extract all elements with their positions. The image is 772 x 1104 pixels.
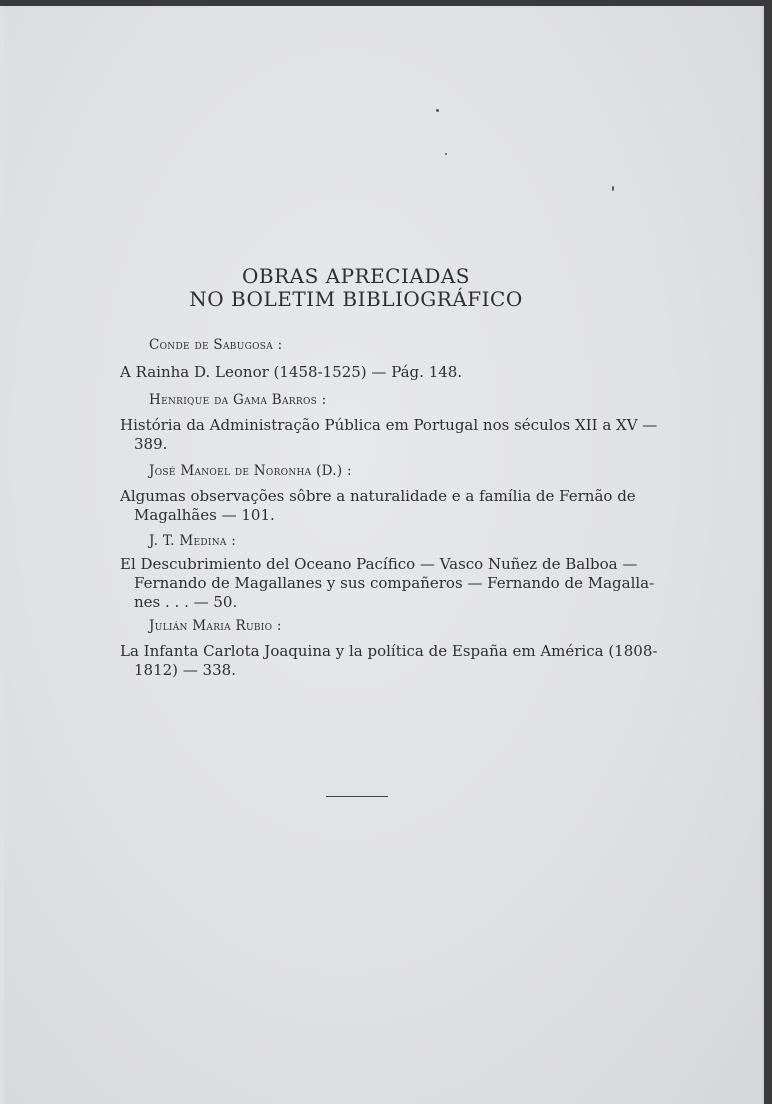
entry-author: Conde de Sabugosa : bbox=[149, 337, 283, 353]
entry-work bbox=[120, 487, 636, 525]
scan-border-top bbox=[0, 0, 772, 6]
closing-rule bbox=[326, 796, 388, 797]
scan-border-right bbox=[764, 0, 772, 1104]
entry-work bbox=[120, 642, 658, 680]
paper-speck bbox=[445, 153, 447, 155]
paper-sheet bbox=[4, 6, 765, 1104]
entry-work-line: A Rainha D. Leonor (1458-1525) — Pág. 148. bbox=[120, 363, 463, 381]
paper-speck bbox=[436, 109, 439, 112]
entry-work-line: Magalhães — 101. bbox=[134, 506, 275, 524]
entry-work-line: Fernando de Magallanes y sus compañeros — Fernando de Magalla- bbox=[134, 574, 655, 592]
entry-work-line: 1812) — 338. bbox=[134, 661, 236, 679]
entry-work-line: La Infanta Carlota Joaquina y la política de España em América (1808- bbox=[120, 642, 658, 660]
entry-work-line: El Descubrimiento del Oceano Pacífico — Vasco Nuñez de Balboa — bbox=[120, 555, 638, 573]
entry-work bbox=[120, 416, 658, 454]
entry-work-line: Algumas observações sôbre a naturalidade e a família de Fernão de bbox=[120, 487, 636, 505]
entry-author: Henrique da Gama Barros : bbox=[149, 392, 327, 408]
page-title-line-2: NO BOLETIM BIBLIOGRÁFICO bbox=[189, 287, 523, 311]
entry-work bbox=[120, 363, 592, 382]
entry-author: J. T. Medina : bbox=[149, 533, 237, 549]
entry-work-line: nes . . . — 50. bbox=[134, 593, 238, 611]
entry-author: José Manoel de Noronha (D.) : bbox=[149, 463, 352, 479]
entry-author: Julián Maria Rubio : bbox=[149, 618, 282, 634]
paper-speck bbox=[612, 186, 614, 191]
entry-work bbox=[120, 555, 655, 612]
page-title-line-1: OBRAS APRECIADAS bbox=[241, 264, 471, 288]
entry-work-line: 389. bbox=[134, 435, 168, 453]
entry-work-line: História da Administração Pública em Portugal nos séculos XII a XV — bbox=[120, 416, 658, 434]
